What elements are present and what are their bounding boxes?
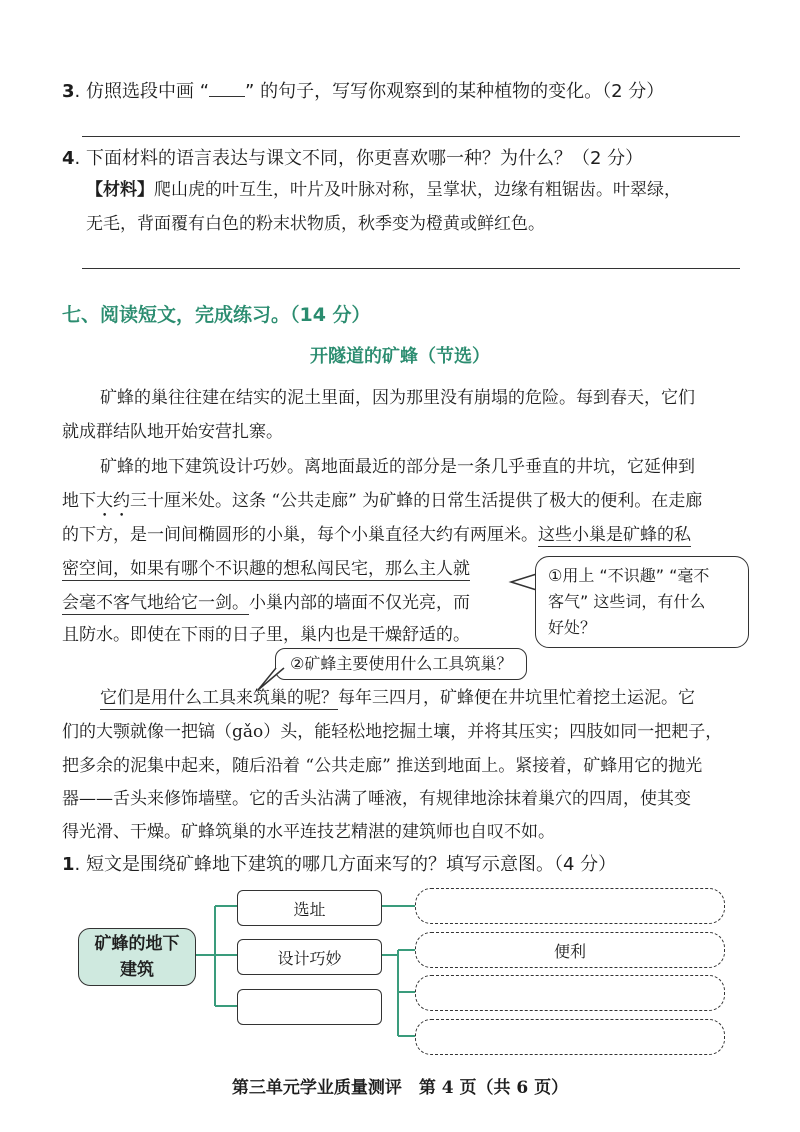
question-4-number: 4: [62, 148, 75, 169]
diagram-root-line-2: 建筑: [120, 960, 154, 980]
material-text-1: 爬山虎的叶互生，叶片及叶脉对称，呈掌状，边缘有粗锯齿。叶翠绿，: [154, 180, 681, 200]
diagram-root-line-1: 矿蜂的地下: [94, 934, 180, 954]
question-3-number: 3: [62, 81, 75, 102]
underlined-sentence-3: 会毫不客气地给它一剑。: [62, 593, 249, 613]
answer-line-q3[interactable]: [82, 136, 740, 137]
answer-line-q4[interactable]: [82, 268, 740, 269]
question-1: [62, 853, 616, 877]
p2-line-2: [62, 489, 702, 521]
p2-line-5: [62, 591, 470, 615]
bubble-1-line-3: 好处？: [548, 618, 597, 637]
bubble-2-text: ②矿蜂主要使用什么工具筑巢？: [290, 654, 513, 673]
material-label: 【材料】: [86, 180, 154, 200]
material-line-2: 无毛，背面覆有白色的粉末状物质，秋季变为橙黄或鲜红色。: [86, 214, 545, 234]
question-4: [62, 147, 643, 171]
material-line-1: [86, 178, 681, 202]
question-4-text: . 下面材料的语言表达与课文不同，你更喜欢哪一种？为什么？（2 分）: [74, 148, 644, 169]
question-3-blank-mark: [209, 96, 245, 97]
p3-line-5: 得光滑、干燥。矿蜂筑巢的水平连技艺精湛的建筑师也自叹不如。: [62, 822, 555, 842]
underlined-sentence-2: 密空间，如果有哪个不识趣的想私闯民宅，那么主人就: [62, 559, 470, 579]
p3-line-3: 把多余的泥集中起来，随后沿着 “公共走廊” 推送到地面上。紧接着，矿蜂用它的抛光: [62, 756, 703, 776]
diagram-blank-4[interactable]: [415, 1019, 725, 1055]
p3-line-4: 器——舌头来修饰墙壁。它的舌头沾满了唾液，有规律地涂抹着巢穴的四周，使其变: [62, 789, 691, 809]
question-3-text-after: ” 的句子，写写你观察到的某种植物的变化。（2 分）: [245, 81, 665, 102]
p2-dotted-word: 大约: [96, 491, 130, 511]
p2-line-5-b: 小巢内部的墙面不仅光亮，而: [249, 593, 470, 613]
p2-line-3-a: 的下方，是一间间椭圆形的小巢，每个小巢直径大约有两厘米。: [62, 525, 538, 545]
p2-line-3: [62, 523, 691, 547]
p2-line-2-a: 地下: [62, 491, 96, 511]
diagram-blank-3[interactable]: [415, 975, 725, 1011]
p3-line-2: 们的大颚就像一把镐（gǎo）头，能轻松地挖掘土壤，并将其压实；四肢如同一把耙子，: [62, 722, 723, 742]
p2-line-1: 矿蜂的地下建筑设计巧妙。离地面最近的部分是一条几乎垂直的井坑，它延伸到: [100, 457, 695, 477]
article-title: 开隧道的矿蜂（节选）: [310, 346, 490, 367]
underlined-question: 它们是用什么工具来筑巢的呢？: [100, 688, 338, 708]
comment-bubble-1: [535, 556, 749, 648]
p2-line-4: [62, 557, 470, 581]
bubble-1-line-1: ①用上 “不识趣” “毫不: [548, 566, 710, 585]
p2-line-6: 且防水。即使在下雨的日子里，巢内也是干燥舒适的。: [62, 625, 470, 645]
p1-line-1: 矿蜂的巢往往建在结实的泥土里面，因为那里没有崩塌的危险。每到春天，它们: [100, 388, 695, 408]
section-7-title: 七、阅读短文，完成练习。（14 分）: [62, 304, 371, 326]
diagram-node-design: 设计巧妙: [237, 939, 382, 975]
question-3: [62, 80, 664, 104]
bubble-1-line-2: 客气” 这些词，有什么: [548, 592, 706, 611]
diagram-blank-1[interactable]: [415, 888, 725, 924]
diagram-blank-2[interactable]: 便利: [415, 932, 725, 968]
comment-bubble-2: [275, 648, 527, 680]
diagram-node-location: 选址: [237, 890, 382, 926]
question-1-text: . 短文是围绕矿蜂地下建筑的哪几方面来写的？填写示意图。（4 分）: [74, 854, 617, 875]
p2-line-2-b: 三十厘米处。这条 “公共走廊” 为矿蜂的日常生活提供了极大的便利。在走廊: [130, 491, 703, 511]
question-3-text-before: . 仿照选段中画 “: [74, 81, 210, 102]
p3-line-1: [100, 686, 695, 710]
p3-line-1-b: 每年三四月，矿蜂便在井坑里忙着挖土运泥。它: [338, 688, 695, 708]
p1-line-2: 就成群结队地开始安营扎寨。: [62, 422, 283, 442]
question-1-number: 1: [62, 854, 75, 875]
underlined-sentence-1: 这些小巢是矿蜂的私: [538, 525, 691, 545]
diagram-root: [78, 928, 196, 986]
diagram-node-blank[interactable]: [237, 989, 382, 1025]
page-footer: 第三单元学业质量测评 第 4 页（共 6 页）: [231, 1078, 569, 1098]
